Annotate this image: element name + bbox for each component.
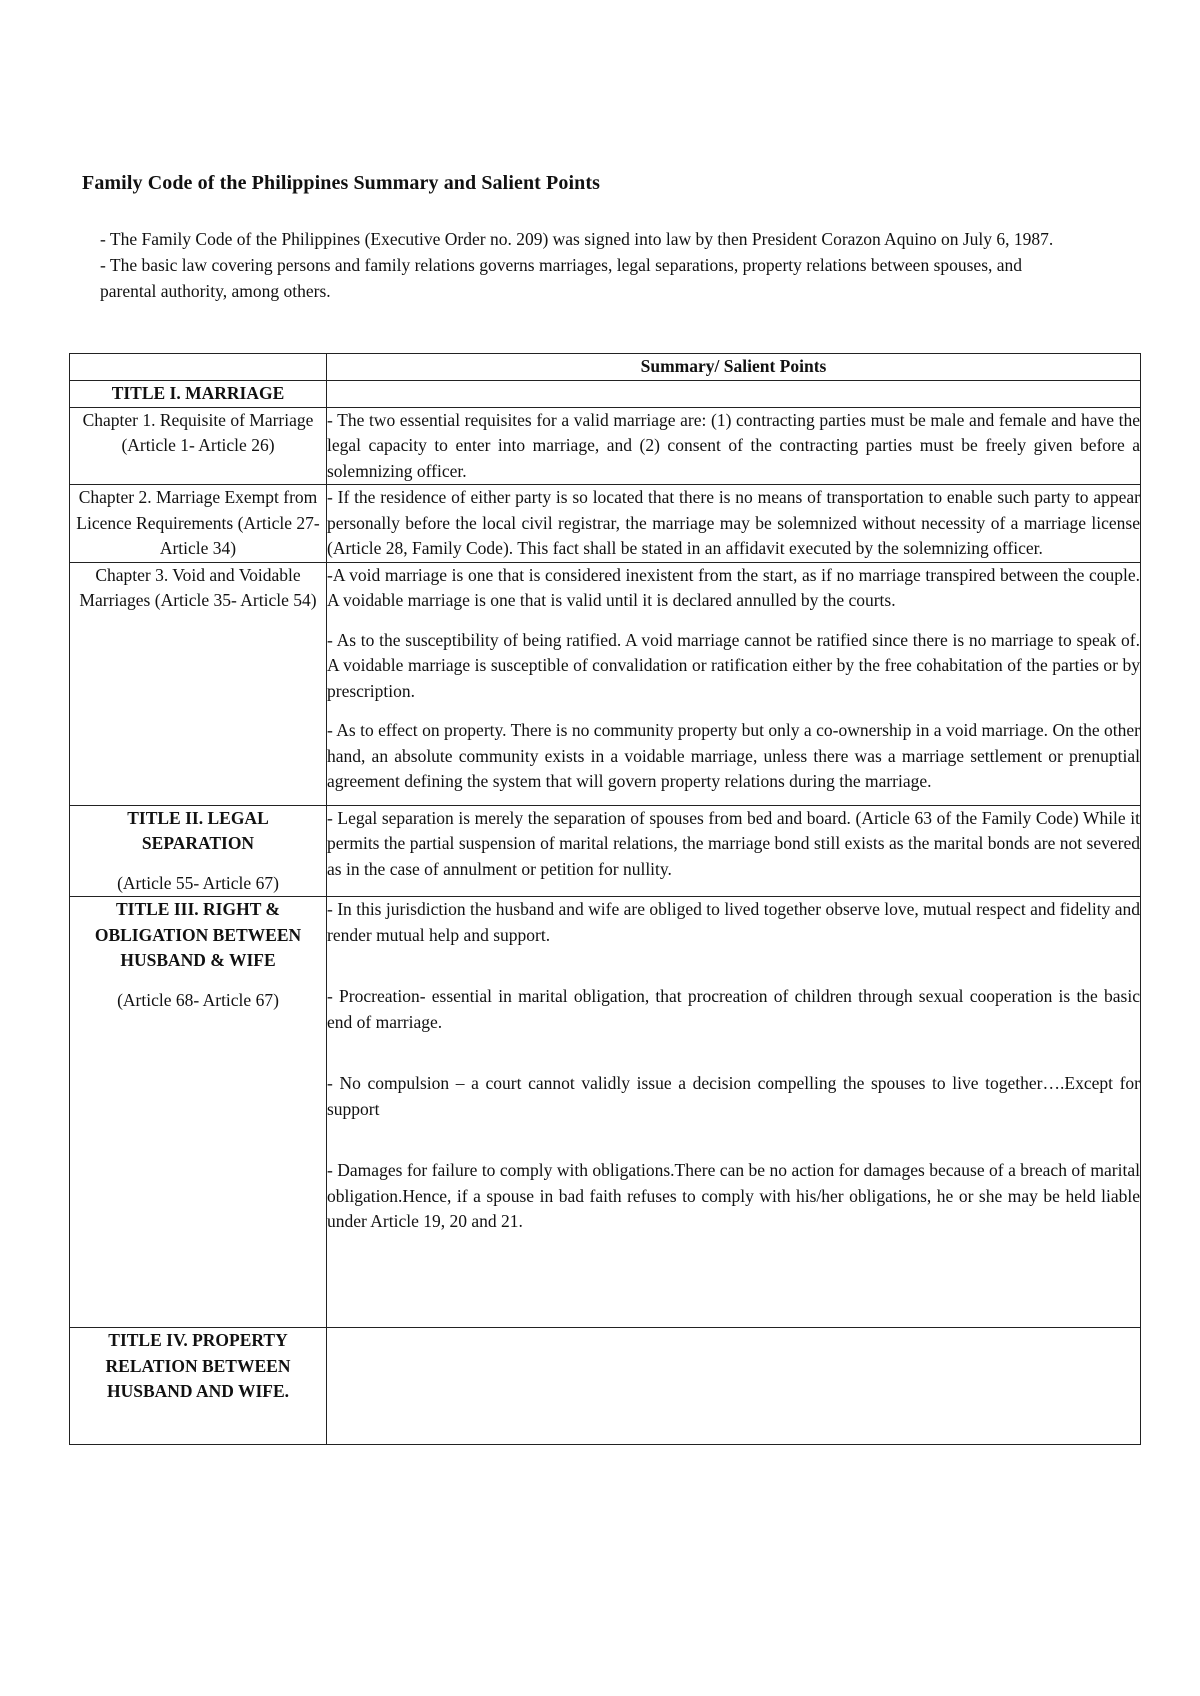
title-2-cell (70, 805, 327, 897)
title-3-heading: TITLE III. RIGHT & OBLIGATION BETWEEN HUSBAND & WIFE (94, 899, 302, 970)
table-row (70, 485, 1141, 563)
title-2-articles: (Article 55- Article 67) (117, 872, 279, 893)
title-4-cell: TITLE IV. PROPERTY RELATION BETWEEN HUSBAND AND WIFE. (70, 1328, 327, 1445)
document-title: Family Code of the Philippines Summary and Salient Points (82, 172, 600, 194)
summary-paragraph: - As to effect on property. There is no community property but only a co-ownership in a void marriage. On the other hand, an absolute community exists in a voidable marriage, unless there was a marriage settlement or prenuptial agreement defining the system that will govern property relations during the marriage. (327, 720, 1140, 791)
summary-table (69, 353, 1141, 1445)
summary-paragraph: - If the residence of either party is so located that there is no means of transportation to enable such party to appear personally before the local civil registrar, the marriage may be solemnized without necessity of a marriage license (Article 28, Family Code). This fact shall be stated in an affidavit executed by the solemnizing officer. (327, 487, 1140, 558)
title-3-articles: (Article 68- Article 67) (117, 989, 279, 1010)
title-row (70, 897, 1141, 1328)
chapter-cell: Chapter 2. Marriage Exempt from Licence Requirements (Article 27- Article 34) (70, 485, 327, 563)
summary-paragraph: - As to the susceptibility of being ratified. A void marriage cannot be ratified since there is no marriage to speak of. A voidable marriage is susceptible of convalidation or ratification either by the free cohabitation of the parties or by prescription. (327, 629, 1140, 701)
summary-cell (327, 485, 1141, 563)
summary-cell (327, 897, 1141, 1328)
title-3-cell (70, 897, 327, 1328)
chapter-cell: Chapter 3. Void and Voidable Marriages (Article 35- Article 54) (70, 562, 327, 805)
title-row (70, 1328, 1141, 1445)
title-row (70, 381, 1141, 408)
summary-cell (327, 1328, 1141, 1445)
title-2-heading: TITLE II. LEGAL SEPARATION (127, 807, 269, 853)
summary-cell (327, 805, 1141, 897)
title-row (70, 805, 1141, 897)
title-1-cell: TITLE I. MARRIAGE (70, 381, 327, 408)
table-header-row (70, 354, 1141, 381)
summary-paragraph: - No compulsion – a court cannot validly issue a decision compelling the spouses to live together….Except for support (327, 1073, 1140, 1119)
summary-paragraph: - Legal separation is merely the separation of spouses from bed and board. (Article 63 of the Family Code) While it permits the partial suspension of marital relations, the marriage bond still exists as the marital bonds are not severed as in the case of annulment or petition for nullity. (327, 807, 1140, 879)
intro-section (100, 226, 1060, 304)
chapter-cell: Chapter 1. Requisite of Marriage (Article 1- Article 26) (70, 407, 327, 485)
header-left-cell (70, 354, 327, 381)
summary-cell (327, 562, 1141, 805)
intro-paragraph: - The Family Code of the Philippines (Executive Order no. 209) was signed into law by then President Corazon Aquino on July 6, 1987. (100, 229, 1054, 249)
table-row (70, 562, 1141, 805)
title-1-empty-cell (327, 381, 1141, 408)
summary-paragraph: -A void marriage is one that is considered inexistent from the start, as if no marriage transpired between the couple. A voidable marriage is one that is valid until it is declared annulled by the courts. (327, 564, 1140, 610)
summary-paragraph: - Damages for failure to comply with obligations.There can be no action for damages because of a breach of marital obligation.Hence, if a spouse in bad faith refuses to comply with his/her obligations, he or she may be held liable under Article 19, 20 and 21. (327, 1160, 1140, 1231)
summary-paragraph: - The two essential requisites for a valid marriage are: (1) contracting parties must be male and female and have the legal capacity to enter into marriage, and (2) consent of the contracting parties must be freely given before a solemnizing officer. (327, 409, 1140, 481)
table-row (70, 407, 1141, 485)
header-summary-cell: Summary/ Salient Points (327, 354, 1141, 381)
summary-cell (327, 407, 1141, 485)
summary-paragraph: - Procreation- essential in marital obligation, that procreation of children through sexual cooperation is the basic end of marriage. (327, 986, 1140, 1032)
intro-paragraph: - The basic law covering persons and family relations governs marriages, legal separations, property relations between spouses, and parental authority, among others. (100, 255, 1023, 301)
summary-paragraph: - In this jurisdiction the husband and wife are obliged to lived together observe love, mutual respect and fidelity and render mutual help and support. (327, 899, 1140, 945)
